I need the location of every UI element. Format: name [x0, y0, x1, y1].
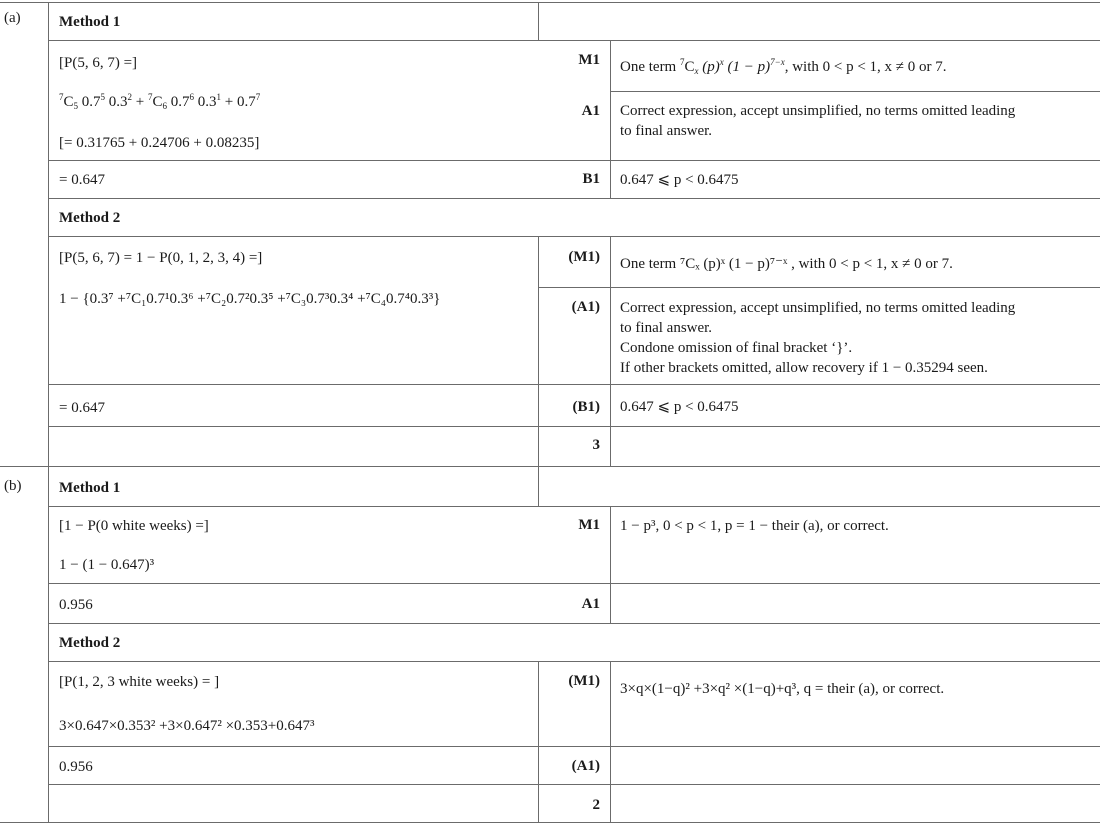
working-step: [P(1, 2, 3 white weeks) = ] — [59, 674, 220, 690]
column-divider — [610, 236, 611, 466]
guidance-note: to final answer. — [620, 320, 713, 336]
mark-code: A1 — [581, 103, 600, 119]
divider — [538, 287, 1100, 288]
divider — [48, 661, 1100, 662]
working-expression: 3×0.647×0.353² +3×0.647² ×0.353+0.647³ — [59, 718, 315, 734]
divider — [48, 160, 1100, 161]
method-heading: Method 2 — [59, 635, 121, 651]
divider — [48, 198, 1100, 199]
guidance-note: Correct expression, accept unsimplified, no terms omitted leading — [620, 300, 1016, 316]
mark-code: M1 — [578, 52, 600, 68]
guidance-note: Condone omission of final bracket ‘}’. — [620, 340, 853, 356]
guidance-note: One term $^7C_x$ $(p)^x$ $(1 - p)^{7-x}$, with 0 < p < 1, x ≠ 0 or 7. — [620, 57, 947, 76]
working-expression: 1 − {0.3⁷ +⁷C₁0.7¹0.3⁶ +⁷C₂0.7²0.3⁵ +⁷C₃0.7³0.3⁴ +⁷C₄0.7⁴0.3³} — [59, 291, 441, 307]
mark-code: (B1) — [572, 399, 600, 415]
divider — [48, 384, 1100, 385]
divider — [48, 746, 1100, 747]
mark-code: B1 — [582, 171, 600, 187]
working-step: [P(5, 6, 7) = 1 − P(0, 1, 2, 3, 4) =] — [59, 250, 263, 266]
divider — [48, 40, 1100, 41]
part-label: (a) — [4, 10, 21, 26]
column-divider — [538, 2, 539, 40]
mark-code: M1 — [578, 517, 600, 533]
mark-code: (A1) — [571, 758, 600, 774]
guidance-note: One term ⁷Cₓ (p)ˣ (1 − p)⁷⁻ˣ , with 0 < p < 1, x ≠ 0 or 7. — [620, 256, 953, 272]
method-heading: Method 1 — [59, 480, 121, 496]
mark-code: (M1) — [568, 249, 600, 265]
divider — [0, 466, 1100, 467]
part-total-marks: 3 — [592, 437, 600, 453]
guidance-note: to final answer. — [620, 123, 713, 139]
working-expression: $^7C_5$ $0.7^5$ $0.3^2 + ^7C_6$ $0.7^6$ $0.3^1 + 0.7^7$ — [59, 92, 261, 111]
guidance-note: 0.647 ⩽ p < 0.6475 — [620, 399, 739, 415]
divider — [0, 2, 1100, 3]
column-divider — [610, 40, 611, 198]
divider — [48, 506, 1100, 507]
divider — [48, 426, 1100, 427]
column-divider — [538, 661, 539, 822]
column-divider — [538, 236, 539, 466]
final-answer: = 0.647 — [59, 172, 105, 188]
column-divider — [610, 661, 611, 822]
part-label: (b) — [4, 478, 22, 494]
method-heading: Method 1 — [59, 14, 121, 30]
divider — [48, 236, 1100, 237]
final-answer: 0.956 — [59, 759, 93, 775]
mark-code: (A1) — [571, 299, 600, 315]
final-answer: 0.956 — [59, 597, 93, 613]
mark-code: A1 — [581, 596, 600, 612]
guidance-note: If other brackets omitted, allow recovery if 1 − 0.35294 seen. — [620, 360, 988, 376]
guidance-note: 1 − p³, 0 < p < 1, p = 1 − their (a), or correct. — [620, 518, 889, 534]
part-total-marks: 2 — [592, 797, 600, 813]
divider — [610, 91, 1100, 92]
divider — [48, 784, 1100, 785]
column-divider — [48, 2, 49, 822]
column-divider — [538, 466, 539, 506]
method-heading: Method 2 — [59, 210, 121, 226]
working-step: [1 − P(0 white weeks) =] — [59, 518, 209, 534]
column-divider — [610, 506, 611, 623]
mark-code: (M1) — [568, 673, 600, 689]
working-step: [= 0.31765 + 0.24706 + 0.08235] — [59, 135, 260, 151]
guidance-note: 0.647 ⩽ p < 0.6475 — [620, 172, 739, 188]
final-answer: = 0.647 — [59, 400, 105, 416]
divider — [48, 623, 1100, 624]
working-step: [P(5, 6, 7) =] — [59, 55, 138, 71]
divider — [48, 583, 1100, 584]
guidance-note: Correct expression, accept unsimplified, no terms omitted leading — [620, 103, 1016, 119]
working-expression: 1 − (1 − 0.647)³ — [59, 557, 155, 573]
guidance-note: 3×q×(1−q)² +3×q² ×(1−q)+q³, q = their (a), or correct. — [620, 681, 945, 697]
